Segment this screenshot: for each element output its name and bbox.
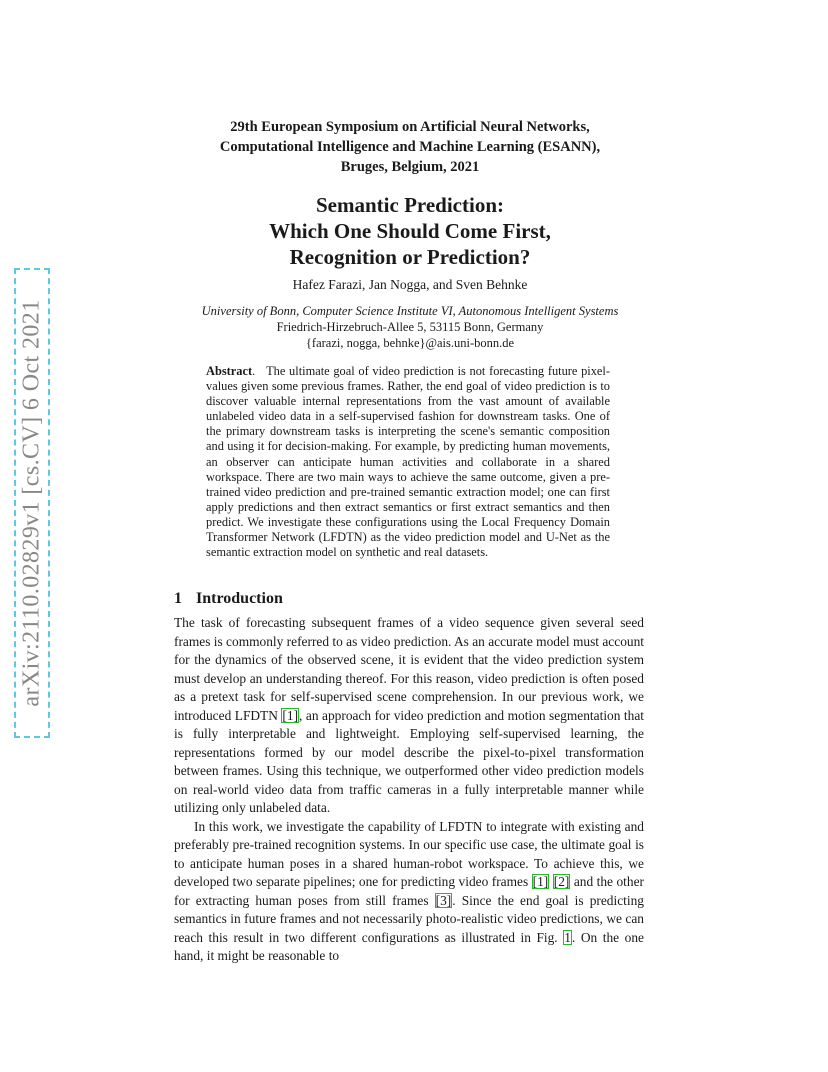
title-line: Recognition or Prediction? bbox=[289, 245, 531, 269]
paragraph-text: . Since the end goal is predicting semantics in future frames and not necessarily photo-realistic video predictions, we can reach this result in two different configurations as illustrated in Fig. bbox=[174, 892, 644, 945]
paragraph bbox=[174, 818, 644, 966]
citation-link[interactable]: [1] bbox=[532, 874, 549, 889]
figure-link[interactable]: 1 bbox=[564, 929, 571, 945]
abstract-text: The ultimate goal of video prediction is not forecasting future pixel-values given some previous frames. Rather, the end goal of video prediction is to discover valuable internal representations from the vast amount of available unlabeled video data in a self-supervised fashion for downstream tasks. One of the primary downstream tasks is interpreting the scene's semantic composition and using it for decision-making. For example, by predicting human movements, an observer can anticipate human activities and collaborate in a shared workspace. There are two main ways to achieve the same outcome, given a pre-trained video prediction and pre-trained semantic extraction model; one can first apply predictions and then extract semantics or first extract semantics and then predict. We investigate these configurations using the Local Frequency Domain Transformer Network (LFDTN) as the video prediction model and U-Net as the semantic extraction model on synthetic and real datasets. bbox=[206, 364, 611, 560]
paragraph-text: In this work, we investigate the capability of LFDTN to integrate with existing and preferably pre-trained recognition systems. In our specific use case, the ultimate goal is to anticipate human poses in a shared human-robot workspace. To achieve this, we developed two separate pipelines; one for predicting video frames bbox=[174, 818, 644, 889]
authors: Hafez Farazi, Jan Nogga, and Sven Behnke bbox=[292, 277, 528, 292]
abstract-label: Abstract bbox=[206, 364, 253, 378]
citation-link[interactable]: [2] bbox=[553, 874, 570, 889]
abstract: Abstract. The ultimate goal of video prediction is not forecasting future pixel-values given some previous frames. Rather, the end goal of video prediction is to discover valuable internal representations from the vast amount of available unlabeled video data in a self-supervised fashion for downstream tasks. One of the primary downstream tasks is interpreting the scene's semantic composition and using it for decision-making. For example, by predicting human movements, an observer can anticipate human activities and collaborate in a shared workspace. There are two main ways to achieve the same outcome, given a pre-trained video prediction and pre-trained semantic extraction model; one can first apply predictions and then extract semantics or first extract semantics and then predict. We investigate these configurations using the Local Frequency Domain Transformer Network (LFDTN) as the video prediction model and U-Net as the semantic extraction model on synthetic and real datasets. bbox=[206, 364, 611, 560]
paragraph-text: and the other for extracting human poses from still frames bbox=[174, 874, 644, 908]
paper-title bbox=[150, 192, 670, 270]
introduction-body bbox=[174, 614, 644, 966]
paragraph-text: , an approach for video prediction and motion segmentation that is fully interpretable and lightweight. Employing self-supervised learning, the representations formed by our model describe the pixel-to-pixel transformation between frames. Using this technique, we outperformed other video prediction models on real-world video data from traffic cameras in a fully interpretable manner while utilizing only unlabeled data. bbox=[174, 707, 645, 815]
conference-line: Computational Intelligence and Machine Learning (ESANN), bbox=[219, 139, 601, 155]
paragraph-text: The task of forecasting subsequent frames of a video sequence given several seed frames is commonly referred to as video prediction. As an accurate model must account for the dynamics of the observed scene, it is evident that the video prediction system must develop an understanding thereof. For this reason, video prediction is often posed as a pretext task for self-supervised scene comprehension. In our previous work, we introduced LFDTN bbox=[174, 615, 644, 723]
conference-header bbox=[150, 117, 670, 177]
section-title: Introduction bbox=[196, 590, 283, 607]
title-line: Semantic Prediction: bbox=[316, 193, 504, 217]
section-heading bbox=[174, 590, 283, 608]
arxiv-stamp[interactable] bbox=[14, 268, 50, 738]
citation-link[interactable]: [1] bbox=[282, 707, 299, 723]
paragraph-text: . On the one hand, it might be reasonable to bbox=[174, 929, 644, 963]
affiliation-address: Friedrich-Hirzebruch-Allee 5, 53115 Bonn, Germany bbox=[276, 320, 544, 334]
conference-line: 29th European Symposium on Artificial Neural Networks, bbox=[230, 119, 590, 135]
paragraph bbox=[174, 614, 644, 818]
arxiv-stamp-text: arXiv:2110.02829v1 [cs.CV] 6 Oct 2021 bbox=[18, 299, 45, 707]
affiliation-email: {farazi, nogga, behnke}@ais.uni-bonn.de bbox=[305, 336, 515, 350]
conference-line: Bruges, Belgium, 2021 bbox=[340, 159, 480, 175]
title-line: Which One Should Come First, bbox=[269, 219, 551, 243]
citation-link[interactable]: [3] bbox=[435, 892, 452, 908]
affiliation bbox=[120, 303, 700, 351]
section-number: 1 bbox=[174, 590, 182, 607]
affiliation-institute: University of Bonn, Computer Science Institute VI, Autonomous Intelligent Systems bbox=[201, 304, 619, 318]
